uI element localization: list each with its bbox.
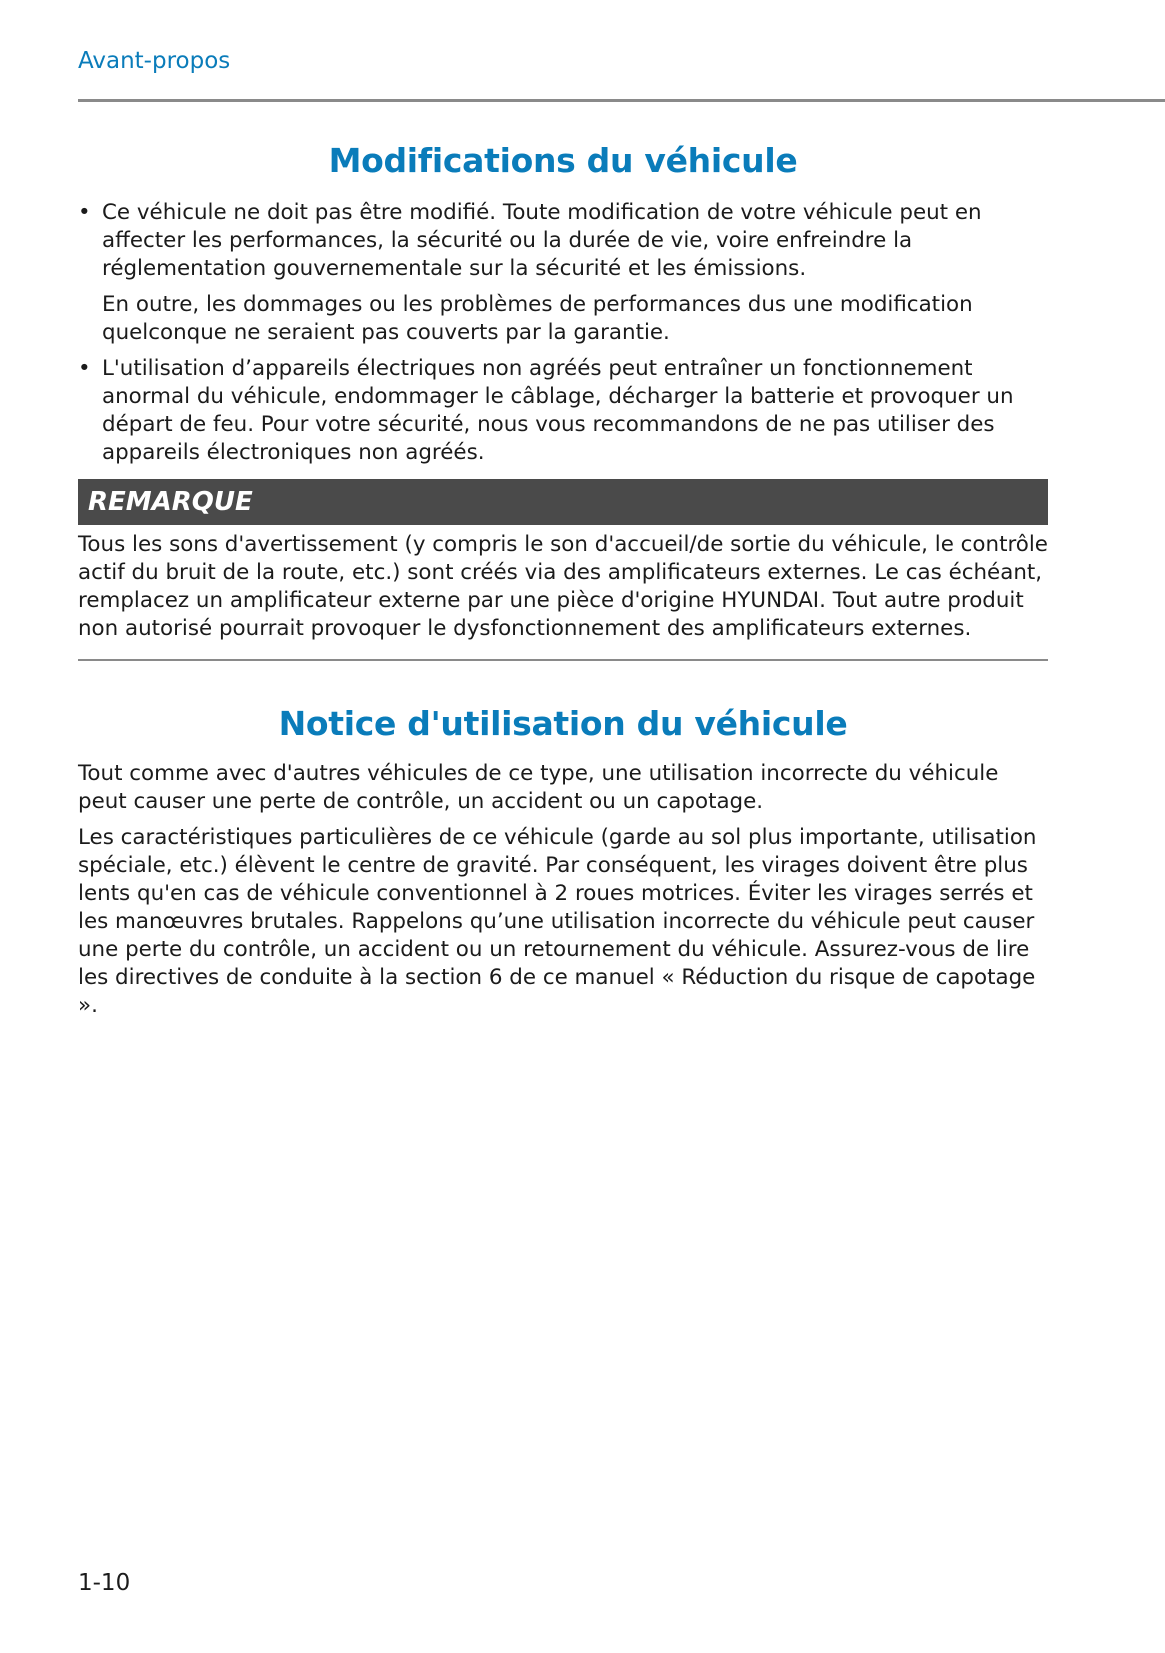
note-divider — [78, 659, 1048, 661]
bullet-item — [78, 355, 1048, 467]
header-divider — [78, 99, 1165, 102]
running-header: Avant-propos — [78, 48, 231, 74]
modifications-bullet-list — [78, 199, 1048, 467]
note-heading-bar — [78, 479, 1048, 525]
section-title-modifications: Modifications du véhicule — [328, 141, 798, 180]
bullet-paragraph: Ce véhicule ne doit pas être modifié. Toute modification de votre véhicule peut en affecter les performances, la sécurité ou la durée de vie, voire enfreindre la réglementation gouvernementale sur la sécurité et les émissions. — [102, 199, 982, 281]
note-body: Tous les sons d'avertissement (y compris le son d'accueil/de sortie du véhicule, le contrôle actif du bruit de la route, etc.) sont créés via des amplificateurs externes. Le cas échéant, remplacez un amplificateur externe par une pièce d'origine HYUNDAI. Tout autre produit non autorisé pourrait provoquer le dysfonctionnement des amplificateurs externes. — [78, 531, 1048, 641]
note-title: REMARQUE — [88, 486, 253, 517]
usage-section — [78, 703, 1048, 1020]
bullet-item — [78, 199, 1048, 347]
page-number: 1-10 — [78, 1570, 131, 1596]
section-title-usage: Notice d'utilisation du véhicule — [278, 703, 848, 743]
page-content — [78, 140, 1048, 1020]
bullet-paragraph: L'utilisation d’appareils électriques non agréés peut entraîner un fonctionnement anormal du véhicule, endommager le câblage, décharger la batterie et provoquer un départ de feu. Pour votre sécurité, nous vous recommandons de ne pas utiliser des appareils électroniques non agréés. — [102, 355, 1014, 465]
usage-paragraph: Tout comme avec d'autres véhicules de ce type, une utilisation incorrecte du véhicule peut causer une perte de contrôle, un accident ou un capotage. — [78, 760, 999, 814]
bullet-paragraph: En outre, les dommages ou les problèmes de performances dus une modification quelconque ne seraient pas couverts par la garantie. — [102, 291, 973, 345]
usage-paragraph: Les caractéristiques particulières de ce véhicule (garde au sol plus importante, utilisation spéciale, etc.) élèvent le centre de gravité. Par conséquent, les virages doivent être plus lents qu'en cas de véhicule conventionnel à 2 roues motrices. Éviter les virages serrés et les manœuvres brutales. Rappelons qu’une utilisation incorrecte du véhicule peut causer une perte du contrôle, un accident ou un retournement du véhicule. Assurez-vous de lire les directives de conduite à la section 6 de ce manuel « Réduction du risque de capotage ». — [78, 824, 1037, 1018]
bullet-marker: • — [78, 355, 91, 381]
bullet-marker: • — [78, 199, 91, 225]
